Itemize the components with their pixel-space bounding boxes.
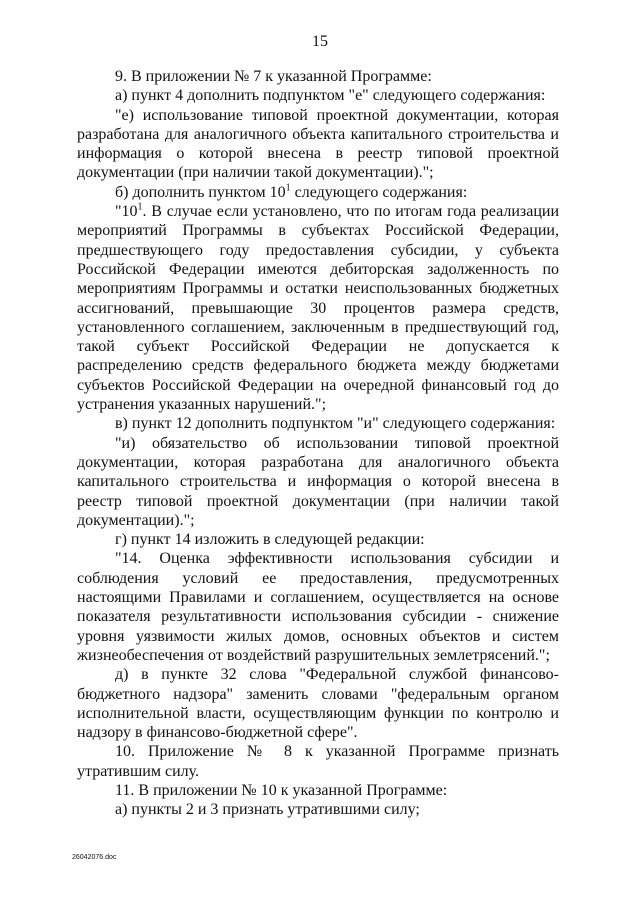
document-filename: 26042076.doc (72, 854, 117, 861)
document-body (77, 67, 559, 820)
paragraph-item-9: 9. В приложении № 7 к указанной Программе: (115, 68, 432, 85)
paragraph-item-9d: д) в пункте 32 слова "Федеральной службой финансово-бюджетного надзора" заменить словами "федеральным органом исполнительной власти, осуществляющим функции по контролю и надзору в финансово-бюджетной сфере". (77, 666, 559, 742)
page-number: 15 (312, 33, 328, 50)
paragraph-item-9a: а) пункт 4 дополнить подпунктом "е" следующего содержания: (115, 87, 546, 105)
paragraph-item-11a: а) пункты 2 и 3 признать утратившими силу; (115, 801, 420, 819)
paragraph-item-9b: б) дополнить пунктом $10^1$ следующего содержания: (115, 182, 468, 201)
paragraph-item-11: 11. В приложении № 10 к указанной Программе: (115, 781, 448, 799)
quoted-item-10-1: "$10^1$. В случае если установлено, что по итогам года реализации мероприятий Программы в субъектах Российской Федерации, предшествующего году предоставления субсидии, у субъекта Российской Федерации имеются дебиторская задолженность по мероприятиям Программы и остатки неиспользованных бюджетных ассигнований, превышающие 30 процентов размера средств, установленного соглашением, заключенным в предшествующий год, такой субъект Российской Федерации не допускается к распределению средств федерального бюджета между бюджетами субъектов Российской Федерации на очередной финансовый год до устранения указанных нарушений."; (77, 201, 559, 414)
quoted-subitem-i: "и) обязательство об использовании типовой проектной документации, которая разработана для аналогичного объекта капитального строительства и информация о которой внесена в реестр типовой проектной документации (при наличии такой документации)."; (77, 434, 559, 529)
quoted-item-14: "14. Оценка эффективности использования субсидии и соблюдения условий ее предоставления, предусмотренных настоящими Правилами и соглашением, осуществляется на основе показателя результативности использования субсидии - снижение уровня уязвимости жилых домов, основных объектов и систем жизнеобеспечения от воздействий разрушительных землетрясений."; (77, 550, 559, 664)
superscript-index: 1 (285, 182, 291, 194)
quoted-subitem-e: "е) использование типовой проектной документации, которая разработана для аналогичного объекта капитального строительства и информация о которой внесена в реестр типовой проектной документации (при наличии такой документации)."; (77, 106, 559, 182)
paragraph-item-10: 10. Приложение № 8 к указанной Программе признать утратившим силу. (77, 743, 559, 780)
superscript-index: 1 (137, 201, 143, 213)
paragraph-item-9g: г) пункт 14 изложить в следующей редакции: (115, 531, 425, 549)
paragraph-item-9v: в) пункт 12 дополнить подпунктом "и" следующего содержания: (115, 415, 556, 433)
